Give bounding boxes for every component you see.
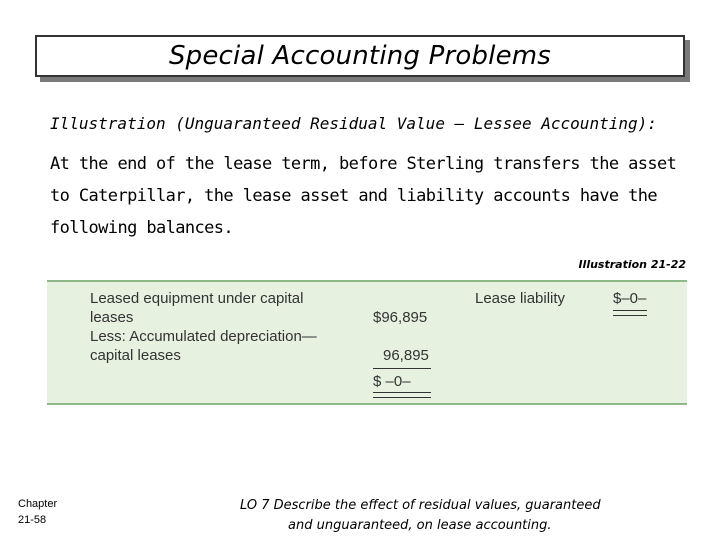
chapter-text: Chapter xyxy=(18,498,58,510)
illustration-label: Illustration 21-22 xyxy=(578,258,686,271)
body-line: At the end of the lease term, before Sterling transfers the asset xyxy=(50,154,677,174)
body-line: to Caterpillar, the lease asset and liability accounts have the xyxy=(50,186,657,206)
learning-objective xyxy=(240,496,700,536)
body-paragraph xyxy=(50,148,700,244)
asset-label-line1: Leased equipment under capital xyxy=(90,290,304,307)
liability-double-rule xyxy=(613,310,647,316)
net-amount: $ –0– xyxy=(373,373,411,390)
lo-line: and unguaranteed, on lease accounting. xyxy=(288,518,552,533)
asset-label-line2: leases xyxy=(90,309,134,326)
title-box xyxy=(35,35,685,77)
asset-amount: $96,895 xyxy=(373,309,428,326)
balances-table xyxy=(47,280,687,405)
subtotal-rule xyxy=(373,368,431,369)
page-number: 21-58 xyxy=(18,514,47,526)
lo-line: LO 7 Describe the effect of residual values, guaranteed xyxy=(240,498,601,513)
liability-amount: $–0– xyxy=(613,290,647,307)
net-double-rule xyxy=(373,392,431,398)
slide-title: Special Accounting Problems xyxy=(168,41,552,71)
less-amount: 96,895 xyxy=(383,347,429,364)
less-label-line1: Less: Accumulated depreciation— xyxy=(90,328,317,345)
body-line: following balances. xyxy=(50,218,234,238)
illustration-subheading: Illustration (Unguaranteed Residual Value – Lessee Accounting): xyxy=(50,114,657,133)
less-label-line2: capital leases xyxy=(90,347,181,364)
liability-label: Lease liability xyxy=(475,290,566,307)
chapter-label xyxy=(18,496,57,528)
